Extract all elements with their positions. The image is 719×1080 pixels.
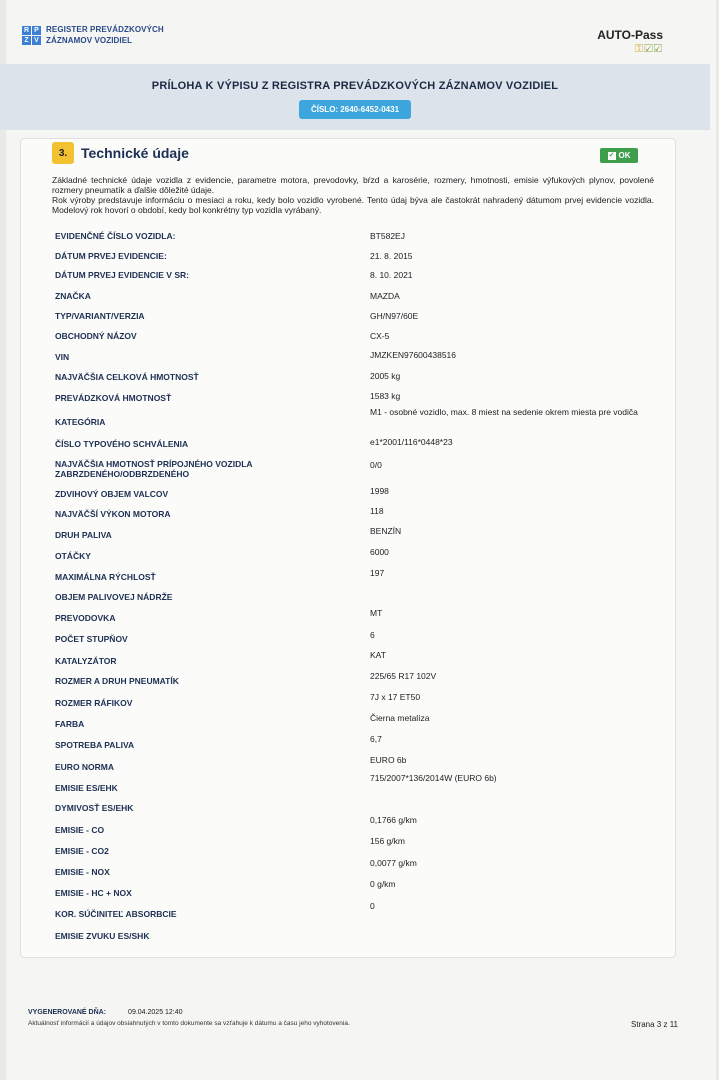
row-value: CX-5 — [370, 331, 390, 341]
row-label: MAXIMÁLNA RÝCHLOSŤ — [55, 572, 156, 582]
page-number: Strana 3 z 11 — [631, 1020, 678, 1029]
report-number-badge: ČÍSLO: 2640-6452-0431 — [299, 100, 411, 119]
row-value: e1*2001/116*0448*23 — [370, 437, 453, 447]
row-value: 7J x 17 ET50 — [370, 692, 421, 702]
row-value: M1 - osobné vozidlo, max. 8 miest na sedenie okrem miesta pre vodiča — [370, 407, 638, 417]
section-number: 3. — [52, 142, 74, 164]
intro-paragraph: Rok výroby predstavuje informáciu o mesiaci a roku, kedy bolo vozidlo vyrobené. Tento údaj býva ale častokrát nahradený dátumom prvej evidencie vozidla. Modelový rok hovorí o období, kedy bol konkrétny typ vozidla vyrábaný. — [52, 195, 654, 215]
row-value: 0 g/km — [370, 879, 396, 889]
banner-title: PRÍLOHA K VÝPISU Z REGISTRA PREVÁDZKOVÝCH ZÁZNAMOV VOZIDIEL — [151, 80, 559, 92]
row-label: EMISIE - CO2 — [55, 846, 109, 856]
generated-label: VYGENEROVANÉ DŇA: — [28, 1009, 107, 1016]
checkbox-icon: ✓ — [608, 151, 615, 159]
row-label: ROZMER RÁFIKOV — [55, 698, 133, 708]
row-label: PREVÁDZKOVÁ HMOTNOSŤ — [55, 393, 172, 403]
key-checklist-icon: ⚿☑☑ — [635, 43, 663, 55]
row-value: 715/2007*136/2014W (EURO 6b) — [370, 773, 497, 783]
row-value: BT582EJ — [370, 231, 405, 241]
row-label: KATALYZÁTOR — [55, 656, 117, 666]
row-label: ČÍSLO TYPOVÉHO SCHVÁLENIA — [55, 439, 189, 449]
row-label: NAJVÄČŠÍ VÝKON MOTORA — [55, 509, 171, 519]
row-label: EMISIE - NOX — [55, 867, 110, 877]
row-value: 6 — [370, 630, 375, 640]
row-value: EURO 6b — [370, 755, 407, 765]
generated-info — [28, 1009, 183, 1016]
row-label: DÁTUM PRVEJ EVIDENCIE V SR: — [55, 270, 189, 280]
row-value: 21. 8. 2015 — [370, 251, 413, 261]
row-label: PREVODOVKA — [55, 613, 116, 623]
logo-letter: V — [32, 36, 41, 45]
row-label: DRUH PALIVA — [55, 530, 112, 540]
row-value: MAZDA — [370, 291, 400, 301]
row-value: 0,1766 g/km — [370, 815, 417, 825]
row-label: OTÁČKY — [55, 551, 91, 561]
row-label: KOR. SÚČINITEĽ ABSORBCIE — [55, 909, 177, 919]
row-label: FARBA — [55, 719, 85, 729]
row-label: TYP/VARIANT/VERZIA — [55, 311, 145, 321]
logo-line-2: ZÁZNAMOV VOZIDIEL — [46, 36, 133, 45]
row-label: EMISIE - CO — [55, 825, 105, 835]
row-value: KAT — [370, 650, 386, 660]
section-title: Technické údaje — [81, 145, 189, 161]
row-label: NAJVÄČŠIA CELKOVÁ HMOTNOSŤ — [55, 372, 199, 382]
row-value: Čierna metalíza — [370, 713, 430, 723]
row-label: SPOTREBA PALIVA — [55, 740, 135, 750]
status-text: OK — [618, 151, 631, 160]
row-label: KATEGÓRIA — [55, 417, 106, 427]
row-label: EURO NORMA — [55, 762, 115, 772]
row-label: VIN — [55, 352, 70, 362]
logo-letter: R — [23, 26, 30, 34]
row-label: ZNAČKA — [55, 291, 91, 301]
row-label: NAJVÄČŠIA HMOTNOSŤ PRÍPOJNÉHO VOZIDLA ZABRZDENÉHO/ODBRZDENÉHO — [55, 459, 253, 479]
footer-note: Aktuálnosť informácií a údajov obsiahnutých v tomto dokumente sa vzťahuje k dátumu a času jeho vyhotovenia. — [28, 1020, 350, 1027]
row-value: 0 — [370, 901, 375, 911]
autopass-name: AUTO-Pass — [597, 28, 663, 42]
row-value: BENZÍN — [370, 526, 402, 536]
row-label: DYMIVOSŤ ES/EHK — [55, 803, 134, 813]
row-value: 0/0 — [370, 460, 382, 470]
logo-line-1: REGISTER PREVÁDZKOVÝCH — [46, 25, 164, 34]
logo-letter: P — [32, 26, 41, 35]
row-value: 1998 — [370, 486, 389, 496]
row-label: EVIDENČNÉ ČÍSLO VOZIDLA: — [55, 231, 176, 241]
row-label: EMISIE ZVUKU ES/SHK — [55, 931, 150, 941]
row-label: POČET STUPŇOV — [55, 634, 128, 644]
row-value: JMZKEN97600438516 — [370, 350, 457, 360]
row-label: EMISIE - HC + NOX — [55, 888, 132, 898]
row-label: OBCHODNÝ NÁZOV — [55, 331, 137, 341]
row-value: 1583 kg — [370, 391, 401, 401]
row-value: 197 — [370, 568, 385, 578]
row-value: 156 g/km — [370, 836, 405, 846]
row-value: GH/N97/60E — [370, 311, 419, 321]
row-value: 2005 kg — [370, 371, 401, 381]
row-value: MT — [370, 608, 383, 618]
row-label: EMISIE ES/EHK — [55, 783, 118, 793]
row-label: DÁTUM PRVEJ EVIDENCIE: — [55, 251, 167, 261]
row-label: ZDVIHOVÝ OBJEM VALCOV — [55, 489, 169, 499]
row-value: 6,7 — [370, 734, 382, 744]
row-value: 118 — [370, 506, 384, 516]
row-value: 8. 10. 2021 — [370, 270, 413, 280]
row-value: 225/65 R17 102V — [370, 671, 437, 681]
intro-paragraph: Základné technické údaje vozidla z evidencie, parametre motora, prevodovky, bŕzd a karosérie, rozmery, hmotnosti, emisie výfukových plynov, povolené rozmery pneumatík a ďalšie dôležité údaje. — [52, 175, 654, 195]
row-value: 6000 — [370, 547, 389, 557]
row-label: ROZMER A DRUH PNEUMATÍK — [55, 676, 179, 686]
logo-letter: Z — [22, 36, 31, 45]
row-value: 0,0077 g/km — [370, 858, 417, 868]
generated-value: 09.04.2025 12:40 — [128, 1009, 183, 1016]
row-label: OBJEM PALIVOVEJ NÁDRŽE — [55, 592, 173, 602]
